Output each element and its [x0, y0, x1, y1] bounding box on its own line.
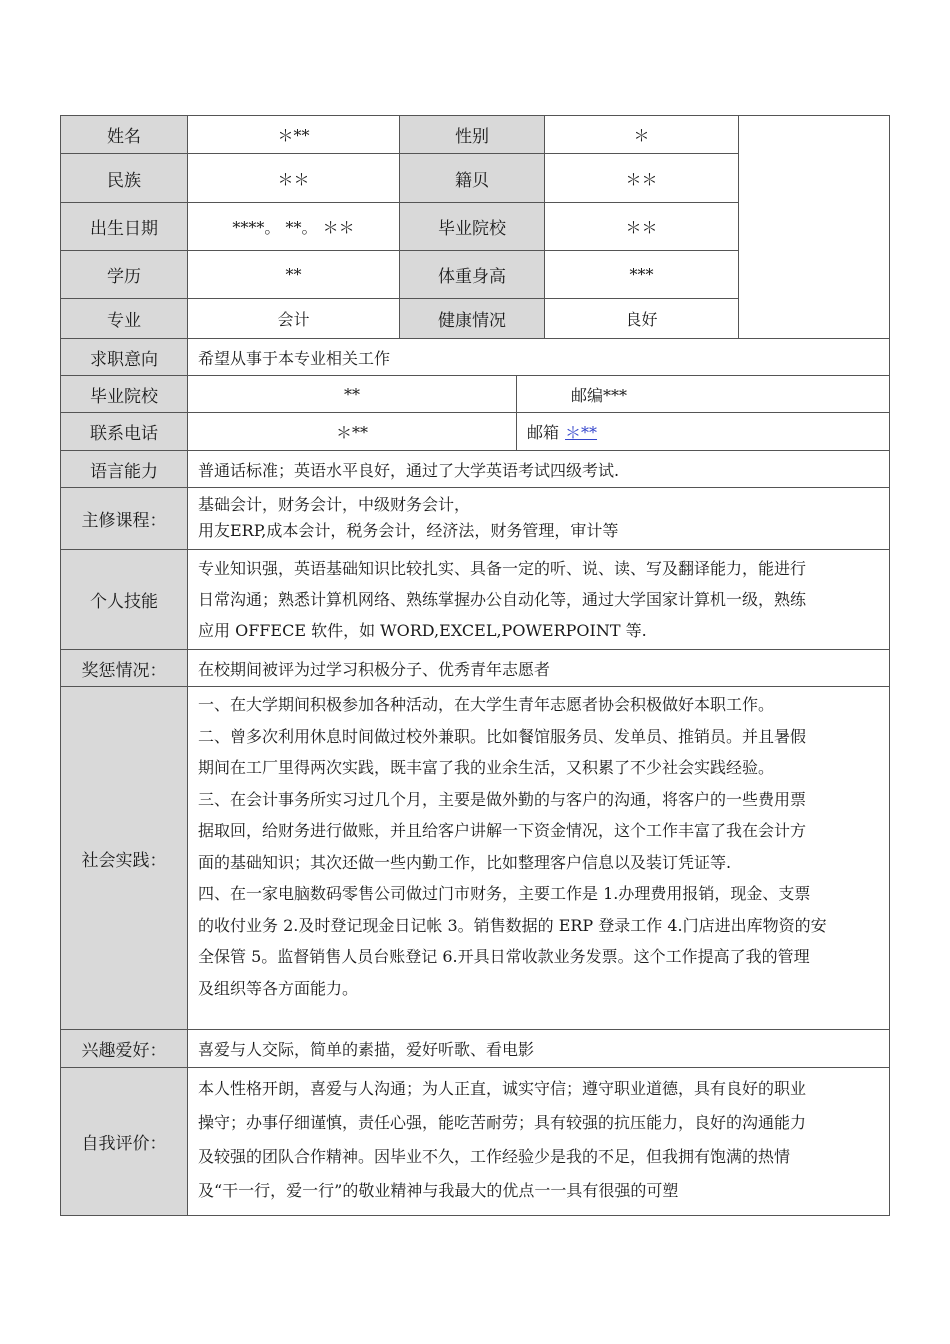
birth-label: 出生日期: [60, 202, 188, 251]
awards-label: 奖惩情况：: [60, 649, 188, 687]
courses-text: [187, 487, 890, 550]
school-label: 毕业院校: [399, 202, 545, 251]
skills-label: 个人技能: [60, 549, 188, 650]
hobbies-label: 兴趣爱好：: [60, 1029, 188, 1068]
practice-line: 三、在会计事务所实习过几个月，主要是做外勤的与客户的沟通，将客户的一些费用票: [198, 789, 807, 809]
self-eval-label: 自我评价：: [60, 1067, 188, 1216]
practice-line: 面的基础知识；其次还做一些内勤工作，比如整理客户信息以及装订凭证等.: [198, 852, 732, 872]
photo-box: [738, 115, 890, 339]
skills-line: 应用 OFFECE 软件，如 WORD,EXCEL,POWERPOINT 等.: [198, 621, 647, 640]
courses-line: 基础会计，财务会计，中级财务会计，: [198, 495, 471, 514]
email-link[interactable]: ＊**: [565, 423, 598, 442]
height-weight-label: 体重身高: [399, 250, 545, 299]
ethnicity-value: ＊＊: [187, 153, 400, 203]
hobbies-value: 喜爱与人交际，简单的素描，爱好听歌、看电影: [187, 1029, 890, 1068]
major-value: 会计: [187, 298, 400, 339]
origin-value: ＊＊: [544, 153, 739, 203]
awards-value: 在校期间被评为过学习积极分子、优秀青年志愿者: [187, 649, 890, 687]
major-label: 专业: [60, 298, 188, 339]
health-value: 良好: [544, 298, 739, 339]
practice-line: 二、曾多次利用休息时间做过校外兼职。比如餐馆服务员、发单员、推销员。并且暑假: [198, 726, 807, 746]
height-weight-value: ***: [544, 250, 739, 299]
school2-label: 毕业院校: [60, 375, 188, 413]
school2-value: **: [187, 375, 517, 413]
postcode-value: 邮编***: [516, 375, 890, 413]
phone-label: 联系电话: [60, 412, 188, 451]
practice-line: 全保管 5。监督销售人员台账登记 6.开具日常收款业务发票。这个工作提高了我的管理: [198, 947, 810, 966]
self-eval-line: 及较强的团队合作精神。因毕业不久，工作经验少是我的不足，但我拥有饱满的热情: [198, 1147, 791, 1166]
gender-label: 性别: [399, 115, 545, 154]
practice-label: 社会实践：: [60, 686, 188, 1030]
practice-text: [187, 686, 890, 1030]
self-eval-line: 操守；办事仔细谨慎，责任心强，能吃苦耐劳；具有较强的抗压能力，良好的沟通能力: [198, 1113, 807, 1132]
practice-line: 的收付业务 2.及时登记现金日记帐 3。销售数据的 ERP 登录工作 4.门店进出库物资的安: [198, 915, 827, 935]
skills-line: 专业知识强，英语基础知识比较扎实、具备一定的听、说、读、写及翻译能力，能进行: [198, 559, 807, 578]
courses-label: 主修课程：: [60, 487, 188, 550]
practice-line: 一、在大学期间积极参加各种活动，在大学生青年志愿者协会积极做好本职工作。: [198, 695, 775, 714]
education-label: 学历: [60, 250, 188, 299]
practice-line: 期间在工厂里得两次实践，既丰富了我的业余生活，又积累了不少社会实践经验。: [198, 758, 775, 777]
gender-value: ＊: [544, 115, 739, 154]
ethnicity-label: 民族: [60, 153, 188, 203]
skills-text: [187, 549, 890, 650]
birth-value: ****。 **。 ＊＊: [187, 202, 400, 251]
language-label: 语言能力: [60, 450, 188, 488]
phone-value: ＊**: [187, 412, 517, 451]
self-eval-line: 本人性格开朗，喜爱与人沟通；为人正直，诚实守信；遵守职业道德，具有良好的职业: [198, 1079, 807, 1098]
name-value: ＊**: [187, 115, 400, 154]
education-value: **: [187, 250, 400, 299]
self-eval-text: [187, 1067, 890, 1216]
origin-label: 籍贝: [399, 153, 545, 203]
courses-line: 用友ERP,成本会计，税务会计，经济法，财务管理，审计等: [198, 521, 619, 540]
job-intent-value: 希望从事于本专业相关工作: [187, 338, 890, 376]
school-value: ＊＊: [544, 202, 739, 251]
skills-line: 日常沟通；熟悉计算机网络、熟练掌握办公自动化等，通过大学国家计算机一级，熟练: [198, 590, 807, 609]
practice-line: 及组织等各方面能力。: [198, 978, 359, 998]
email-cell: [516, 412, 890, 451]
name-label: 姓名: [60, 115, 188, 154]
health-label: 健康情况: [399, 298, 545, 339]
practice-line: 据取回，给财务进行做账，并且给客户讲解一下资金情况，这个工作丰富了我在会计方: [198, 821, 807, 840]
language-value: 普通话标准；英语水平良好，通过了大学英语考试四级考试.: [187, 450, 890, 488]
email-label: 邮箱: [527, 423, 560, 442]
practice-line: 四、在一家电脑数码零售公司做过门市财务，主要工作是 1.办理费用报销，现金、支票: [198, 884, 811, 903]
self-eval-line: 及“干一行，爱一行”的敬业精神与我最大的优点一一具有很强的可塑: [198, 1181, 679, 1200]
job-intent-label: 求职意向: [60, 338, 188, 376]
